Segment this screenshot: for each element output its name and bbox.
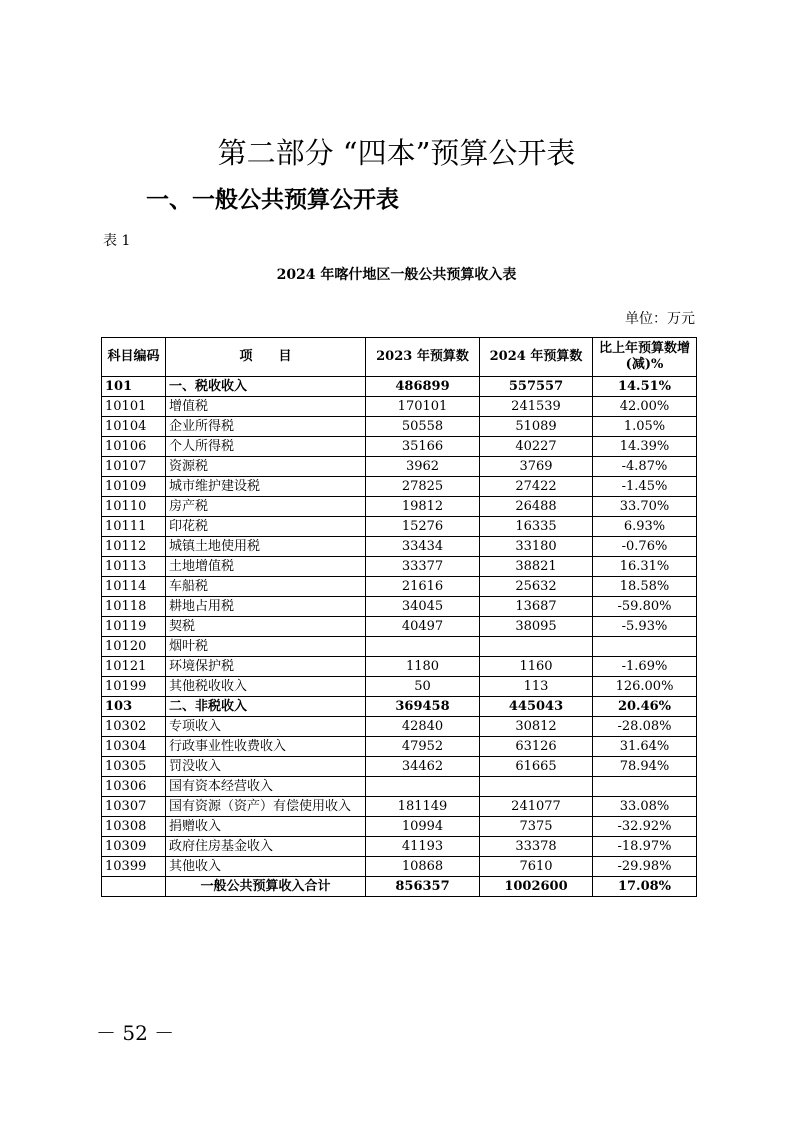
cell-code: 10399 [102,857,166,877]
cell-change: 1.05% [593,417,697,437]
cell-change: 78.94% [593,757,697,777]
header-budget-2023: 2023 年预算数 [366,338,480,377]
cell-change: -29.98% [593,857,697,877]
page-title: 第二部分 “四本”预算公开表 [217,136,576,170]
table-row [102,857,697,877]
unit-label: 单位：万元 [625,311,695,327]
cell-budget-2024: 113 [480,677,593,697]
cell-total-label: 一般公共预算收入合计 [166,877,366,897]
cell-budget-2023: 856357 [366,877,480,897]
cell-item: 其他收入 [166,857,366,877]
cell-code: 10113 [102,557,166,577]
cell-budget-2023: 42840 [366,717,480,737]
cell-budget-2024: 33180 [480,537,593,557]
cell-item: 印花税 [166,517,366,537]
header-item: 项 目 [166,338,366,377]
table-row [102,697,697,717]
cell-change [593,777,697,797]
cell-budget-2024: 557557 [480,377,593,397]
header-change: 比上年预算数增(减)% [593,338,697,377]
table-row [102,517,697,537]
cell-budget-2024: 25632 [480,577,593,597]
cell-change: -18.97% [593,837,697,857]
table-row [102,717,697,737]
cell-code: 10101 [102,397,166,417]
cell-budget-2023: 50558 [366,417,480,437]
table-row [102,757,697,777]
table-header-row [102,338,697,377]
cell-item: 二、非税收入 [166,697,366,717]
cell-item: 车船税 [166,577,366,597]
cell-item: 耕地占用税 [166,597,366,617]
cell-budget-2024: 1160 [480,657,593,677]
cell-budget-2023: 34045 [366,597,480,617]
cell-code: 10121 [102,657,166,677]
cell-change: 20.46% [593,697,697,717]
cell-budget-2023: 33377 [366,557,480,577]
cell-change: 33.08% [593,797,697,817]
cell-code: 10109 [102,477,166,497]
cell-change: -0.76% [593,537,697,557]
cell-code: 10120 [102,637,166,657]
cell-item: 国有资源（资产）有偿使用收入 [166,797,366,817]
table-row [102,677,697,697]
cell-change: -1.69% [593,657,697,677]
cell-budget-2023: 3962 [366,457,480,477]
table-row [102,537,697,557]
table-row [102,837,697,857]
cell-code: 10305 [102,757,166,777]
cell-change: -28.08% [593,717,697,737]
cell-item: 其他税收收入 [166,677,366,697]
table-body [102,377,697,897]
cell-code: 10111 [102,517,166,537]
cell-item: 房产税 [166,497,366,517]
cell-budget-2023 [366,777,480,797]
table-row [102,577,697,597]
cell-budget-2023: 486899 [366,377,480,397]
cell-budget-2023 [366,637,480,657]
cell-budget-2023: 181149 [366,797,480,817]
cell-budget-2024: 38821 [480,557,593,577]
cell-change: -4.87% [593,457,697,477]
cell-budget-2024: 26488 [480,497,593,517]
cell-budget-2023: 15276 [366,517,480,537]
cell-change: 18.58% [593,577,697,597]
table-number: 表 1 [103,233,131,249]
cell-item: 政府住房基金收入 [166,837,366,857]
cell-code: 10302 [102,717,166,737]
table-row [102,617,697,637]
cell-change: 16.31% [593,557,697,577]
table-row [102,817,697,837]
header-budget-2024: 2024 年预算数 [480,338,593,377]
section-heading: 一、一般公共预算公开表 [146,186,399,213]
cell-item: 罚没收入 [166,757,366,777]
cell-budget-2023: 19812 [366,497,480,517]
cell-change [593,637,697,657]
cell-budget-2023: 21616 [366,577,480,597]
cell-budget-2024: 61665 [480,757,593,777]
cell-code: 10106 [102,437,166,457]
cell-code: 10107 [102,457,166,477]
cell-item: 个人所得税 [166,437,366,457]
cell-budget-2024: 7610 [480,857,593,877]
table-row [102,477,697,497]
cell-budget-2023: 369458 [366,697,480,717]
table-row [102,597,697,617]
cell-budget-2024: 33378 [480,837,593,857]
cell-code: 10118 [102,597,166,617]
cell-budget-2023: 34462 [366,757,480,777]
cell-item: 烟叶税 [166,637,366,657]
cell-code: 10112 [102,537,166,557]
cell-code: 10308 [102,817,166,837]
cell-budget-2023: 47952 [366,737,480,757]
cell-change: -59.80% [593,597,697,617]
cell-item: 资源税 [166,457,366,477]
cell-code: 101 [102,377,166,397]
table-row [102,397,697,417]
cell-change: 14.51% [593,377,697,397]
header-code: 科目编码 [102,338,166,377]
cell-item: 城市维护建设税 [166,477,366,497]
budget-revenue-table [101,337,697,897]
cell-change: 14.39% [593,437,697,457]
cell-item: 国有资本经营收入 [166,777,366,797]
cell-budget-2024: 30812 [480,717,593,737]
cell-code: 10309 [102,837,166,857]
cell-change: 42.00% [593,397,697,417]
cell-code: 10306 [102,777,166,797]
cell-budget-2023: 1180 [366,657,480,677]
cell-budget-2023: 35166 [366,437,480,457]
cell-budget-2023: 33434 [366,537,480,557]
cell-change: -32.92% [593,817,697,837]
cell-item: 城镇土地使用税 [166,537,366,557]
cell-budget-2023: 10994 [366,817,480,837]
cell-code: 10199 [102,677,166,697]
cell-code: 10104 [102,417,166,437]
cell-budget-2024 [480,777,593,797]
cell-budget-2023: 27825 [366,477,480,497]
cell-budget-2024: 51089 [480,417,593,437]
cell-change: 17.08% [593,877,697,897]
table-row [102,457,697,477]
cell-code: 10307 [102,797,166,817]
table-total-row [102,877,697,897]
table-row [102,737,697,757]
cell-code: 10110 [102,497,166,517]
table-title: 2024 年喀什地区一般公共预算收入表 [276,267,517,283]
cell-budget-2024: 7375 [480,817,593,837]
cell-code: 10304 [102,737,166,757]
cell-item: 行政事业性收费收入 [166,737,366,757]
table-row [102,777,697,797]
cell-budget-2024: 241539 [480,397,593,417]
cell-budget-2024: 241077 [480,797,593,817]
table-row [102,497,697,517]
cell-budget-2024: 40227 [480,437,593,457]
page-number: － 52 － [96,1021,175,1045]
table-row [102,657,697,677]
cell-code: 10114 [102,577,166,597]
cell-budget-2024: 38095 [480,617,593,637]
cell-item: 专项收入 [166,717,366,737]
cell-item: 土地增值税 [166,557,366,577]
cell-change: 6.93% [593,517,697,537]
cell-budget-2024 [480,637,593,657]
cell-item: 契税 [166,617,366,637]
cell-budget-2023: 170101 [366,397,480,417]
cell-change: 126.00% [593,677,697,697]
cell-change: -1.45% [593,477,697,497]
cell-budget-2024: 445043 [480,697,593,717]
cell-budget-2024: 3769 [480,457,593,477]
cell-budget-2023: 10868 [366,857,480,877]
table-row [102,637,697,657]
cell-budget-2023: 50 [366,677,480,697]
cell-budget-2024: 16335 [480,517,593,537]
cell-item: 环境保护税 [166,657,366,677]
cell-budget-2024: 63126 [480,737,593,757]
cell-budget-2023: 41193 [366,837,480,857]
cell-item: 一、税收收入 [166,377,366,397]
cell-change: 31.64% [593,737,697,757]
cell-change: -5.93% [593,617,697,637]
cell-budget-2024: 27422 [480,477,593,497]
cell-budget-2024: 1002600 [480,877,593,897]
cell-budget-2023: 40497 [366,617,480,637]
table-row [102,437,697,457]
cell-code: 103 [102,697,166,717]
cell-item: 企业所得税 [166,417,366,437]
cell-code [102,877,166,897]
cell-item: 捐赠收入 [166,817,366,837]
cell-item: 增值税 [166,397,366,417]
cell-change: 33.70% [593,497,697,517]
table-row [102,417,697,437]
table-row [102,557,697,577]
cell-code: 10119 [102,617,166,637]
table-row [102,797,697,817]
table-row [102,377,697,397]
cell-budget-2024: 13687 [480,597,593,617]
